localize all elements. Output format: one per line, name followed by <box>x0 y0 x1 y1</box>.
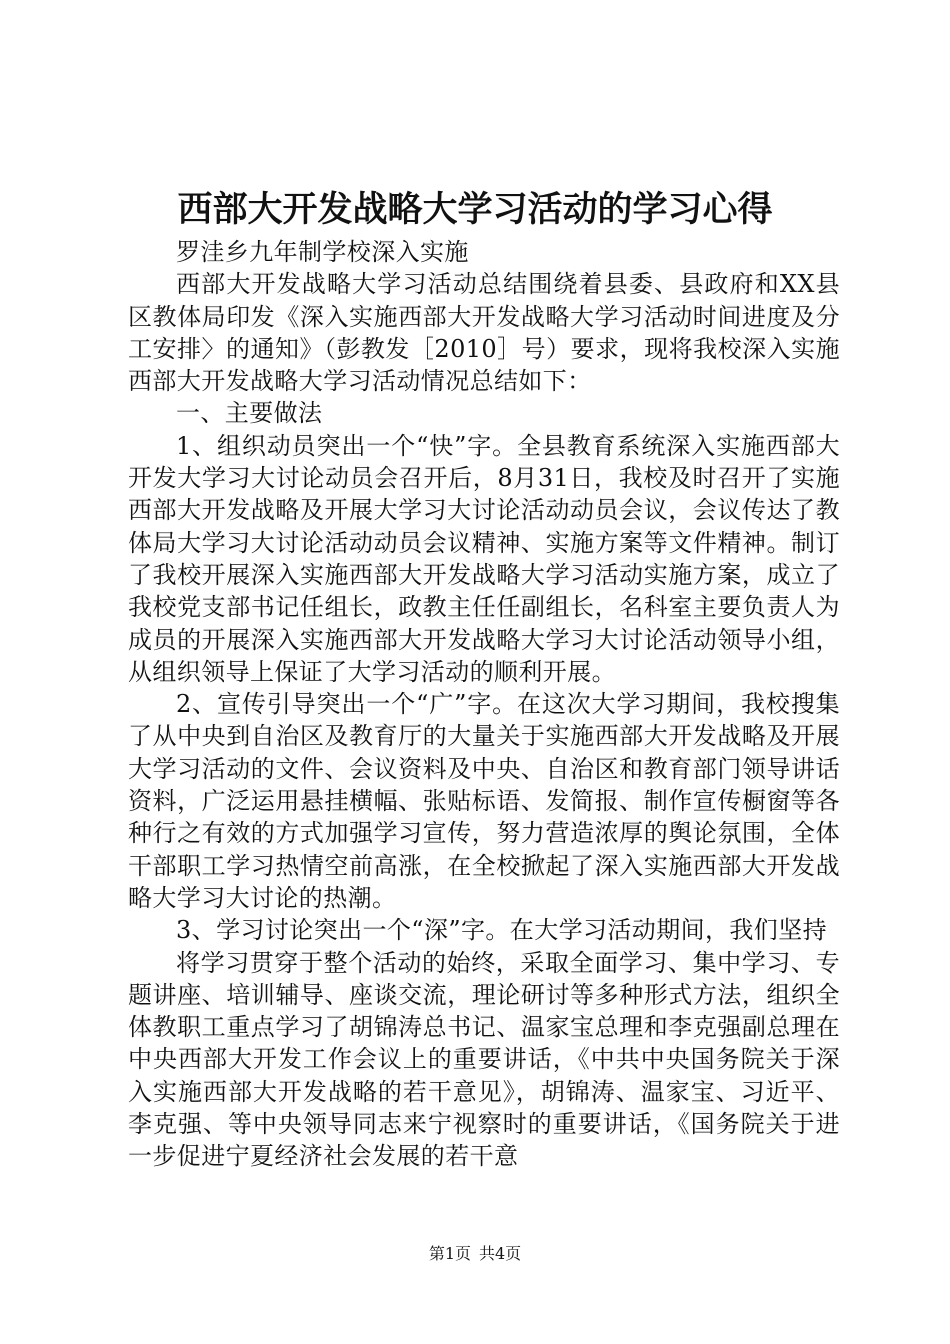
paragraph-item-3-continued: 将学习贯穿于整个活动的始终，采取全面学习、集中学习、专题讲座、培训辅导、座谈交流，理论研讨等多种形式方法，组织全体教职工重点学习了胡锦涛总书记、温家宝总理和李克强副总理在中央西部大开发工作会议上的重要讲话，《中共中央国务院关于深入实施西部大开发战略的若干意见》，胡锦涛、温家宝、习近平、李克强、等中央领导同志来宁视察时的重要讲话，《国务院关于进一步促进宁夏经济社会发展的若干意 <box>128 948 840 1171</box>
paragraph-item-1: 1、组织动员突出一个“快”字。全县教育系统深入实施西部大开发大学习大讨论动员会召开后，8月31日，我校及时召开了实施西部大开发战略及开展大学习大讨论活动动员会议，会议传达了教体局大学习大讨论活动动员会议精神、实施方案等文件精神。制订了我校开展深入实施西部大开发战略大学习活动实施方案，成立了我校党支部书记任组长，政教主任任副组长，名科室主要负责人为成员的开展深入实施西部大开发战略大学习大讨论活动领导小组，从组织领导上保证了大学习活动的顺利开展。 <box>128 431 840 686</box>
paragraph-intro: 西部大开发战略大学习活动总结围绕着县委、县政府和XX县区教体局印发《深入实施西部大开发战略大学习活动时间进度及分工安排〉的通知》（彭教发［2010］号）要求，现将我校深入实施西部大开发战略大学习活动情况总结如下： <box>128 270 840 396</box>
paragraph-item-2: 2、宣传引导突出一个“广”字。在这次大学习期间，我校搜集了从中央到自治区及教育厅的大量关于实施西部大开发战略及开展大学习活动的文件、会议资料及中央、自治区和教育部门领导讲话资料，广泛运用悬挂横幅、张贴标语、发简报、制作宣传橱窗等各种行之有效的方式加强学习宣传，努力营造浓厚的舆论氛围，全体干部职工学习热情空前高涨，在全校掀起了深入实施西部大开发战略大学习大讨论的热潮。 <box>128 690 840 912</box>
document-title: 西部大开发战略大学习活动的学习心得 <box>177 189 773 230</box>
page-footer <box>0 1243 950 1265</box>
paragraph-author-line: 罗洼乡九年制学校深入实施 <box>176 238 469 266</box>
section-heading-main-practices: 一、主要做法 <box>176 399 323 428</box>
document-body <box>128 236 840 1173</box>
page-total: 共4页 <box>479 1244 522 1263</box>
paragraph-item-3: 3、学习讨论突出一个“深”字。在大学习活动期间，我们坚持 <box>176 916 828 945</box>
page-number: 第1页 <box>428 1244 471 1263</box>
